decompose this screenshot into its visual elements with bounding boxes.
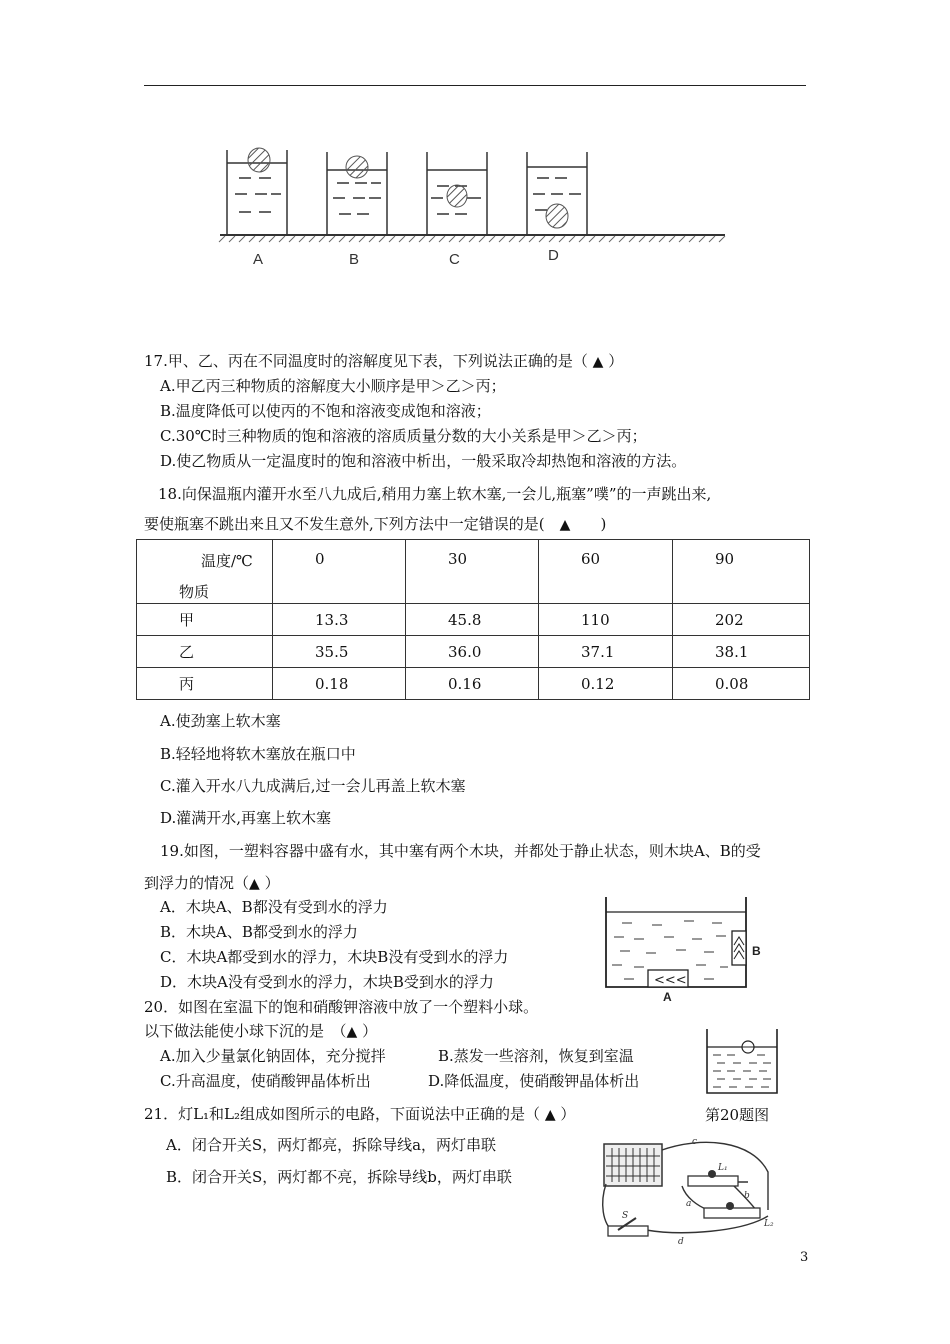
table-cell: 202 [673, 604, 810, 636]
table-cell: 38.1 [673, 636, 810, 668]
table-cell: 0.16 [406, 668, 539, 700]
q17-option-c: C.30℃时三种物质的饱和溶液的溶质质量分数的大小关系是甲＞乙＞丙； [160, 427, 647, 445]
lamp-label-l1: L₁ [718, 1163, 728, 1173]
table-cell: 36.0 [406, 636, 539, 668]
q18-stem-line2: 要使瓶塞不跳出来且又不发生意外,下列方法中一定错误的是( ▲ ) [144, 515, 607, 533]
q20-option-a: A.加入少量氯化钠固体，充分搅拌 [160, 1047, 386, 1065]
beaker-label-a: A [253, 251, 264, 268]
table-header-temp: 30 [406, 540, 539, 604]
block-a-chevrons: <<< [654, 973, 687, 988]
beakers-figure [215, 140, 735, 270]
q19-stem-line1: 19.如图，一塑料容器中盛有水，其中塞有两个木块，并都处于静止状态，则木块A、B的受 [160, 842, 761, 860]
answer-blank-mark: ▲ [346, 1024, 358, 1040]
answer-blank-mark: ▲ [544, 1107, 556, 1123]
q21-option-a: A．闭合开关S，两灯都亮，拆除导线a，两灯串联 [166, 1136, 497, 1154]
wire-label-a: a [686, 1199, 692, 1209]
q20-option-d: D.降低温度，使硝酸钾晶体析出 [428, 1072, 640, 1090]
row-substance: 丙 [137, 668, 273, 700]
beaker-label-b: B [349, 251, 360, 268]
lamp-label-l2: L₂ [764, 1219, 774, 1229]
q20-figure-caption: 第20题图 [705, 1106, 770, 1124]
table-row [137, 604, 810, 636]
table-cell: 0.08 [673, 668, 810, 700]
ball-beaker-figure [703, 1025, 783, 1097]
q20-stem-line1: 20．如图在室温下的饱和硝酸钾溶液中放了一个塑料小球。 [144, 998, 539, 1016]
switch-label-s: S [622, 1211, 629, 1221]
block-b-label: B [752, 944, 761, 958]
page-number: 3 [800, 1250, 809, 1265]
q19-option-c: C．木块A都受到水的浮力，木块B没有受到水的浮力 [160, 948, 509, 966]
answer-blank-mark: ▲ [559, 517, 571, 533]
answer-blank-mark: ▲ [249, 876, 260, 892]
container-figure [600, 895, 775, 1005]
row-substance: 甲 [137, 604, 273, 636]
beaker-label-d: D [548, 247, 559, 264]
table-header-row [137, 540, 810, 604]
q19-option-d: D．木块A没有受到水的浮力，木块B受到水的浮力 [160, 973, 494, 991]
table-cell: 110 [539, 604, 673, 636]
q21-stem: 21．灯L₁和L₂组成如图所示的电路，下面说法中正确的是（ ▲ ） [144, 1105, 576, 1123]
table-cell: 37.1 [539, 636, 673, 668]
q20-option-c: C.升高温度，使硝酸钾晶体析出 [160, 1072, 371, 1090]
answer-blank-mark: ▲ [592, 354, 604, 370]
lamp-l2-icon [726, 1202, 734, 1210]
beaker-label-c: C [449, 251, 460, 268]
q20-option-b: B.蒸发一些溶剂，恢复到室温 [438, 1047, 634, 1065]
q21-option-b: B．闭合开关S，两灯都不亮，拆除导线b，两灯串联 [166, 1168, 512, 1186]
row-substance: 乙 [137, 636, 273, 668]
table-header-cell [137, 540, 273, 604]
q19-option-a: A．木块A、B都没有受到水的浮力 [160, 898, 388, 916]
q18-option-c: C.灌入开水八九成满后,过一会儿再盖上软木塞 [160, 777, 466, 795]
block-a-label: A [663, 990, 672, 1004]
table-row [137, 668, 810, 700]
q17-option-a: A.甲乙丙三种物质的溶解度大小顺序是甲＞乙＞丙； [160, 377, 506, 395]
header-temperature: 温度/℃ [201, 552, 253, 570]
q20-stem-line2: 以下做法能使小球下沉的是 （▲ ） [144, 1022, 378, 1040]
q19-stem-line2: 到浮力的情况（▲ ） [144, 874, 280, 892]
wire-label-d: d [678, 1237, 684, 1247]
q18-option-d: D.灌满开水,再塞上软木塞 [160, 809, 332, 827]
table-header-temp: 90 [673, 540, 810, 604]
q18-option-a: A.使劲塞上软木塞 [160, 712, 281, 730]
table-row [137, 636, 810, 668]
header-substance: 物质 [179, 583, 210, 601]
table-cell: 35.5 [273, 636, 406, 668]
q18-stem-line1: 18.向保温瓶内灌开水至八九成后,稍用力塞上软木塞,一会儿,瓶塞”噗”的一声跳出来, [158, 485, 712, 503]
wire-label-b: b [744, 1191, 750, 1201]
header-rule [144, 85, 806, 86]
table-cell: 45.8 [406, 604, 539, 636]
q17-option-d: D.使乙物质从一定温度时的饱和溶液中析出，一般采取冷却热饱和溶液的方法。 [160, 452, 687, 470]
q19-option-b: B．木块A、B都受到水的浮力 [160, 923, 358, 941]
q17-stem: 17.甲、乙、丙在不同温度时的溶解度见下表，下列说法正确的是（ ▲ ） [144, 352, 624, 370]
q17-option-b: B.温度降低可以使丙的不饱和溶液变成饱和溶液； [160, 402, 491, 420]
circuit-figure [592, 1132, 792, 1247]
q18-option-b: B.轻轻地将软木塞放在瓶口中 [160, 745, 356, 763]
wire-label-c: c [692, 1137, 698, 1147]
table-header-temp: 60 [539, 540, 673, 604]
lamp-l1-icon [708, 1170, 716, 1178]
table-cell: 13.3 [273, 604, 406, 636]
table-cell: 0.12 [539, 668, 673, 700]
table-cell: 0.18 [273, 668, 406, 700]
table-header-temp: 0 [273, 540, 406, 604]
solubility-table [136, 539, 810, 700]
switch-icon [608, 1226, 648, 1236]
